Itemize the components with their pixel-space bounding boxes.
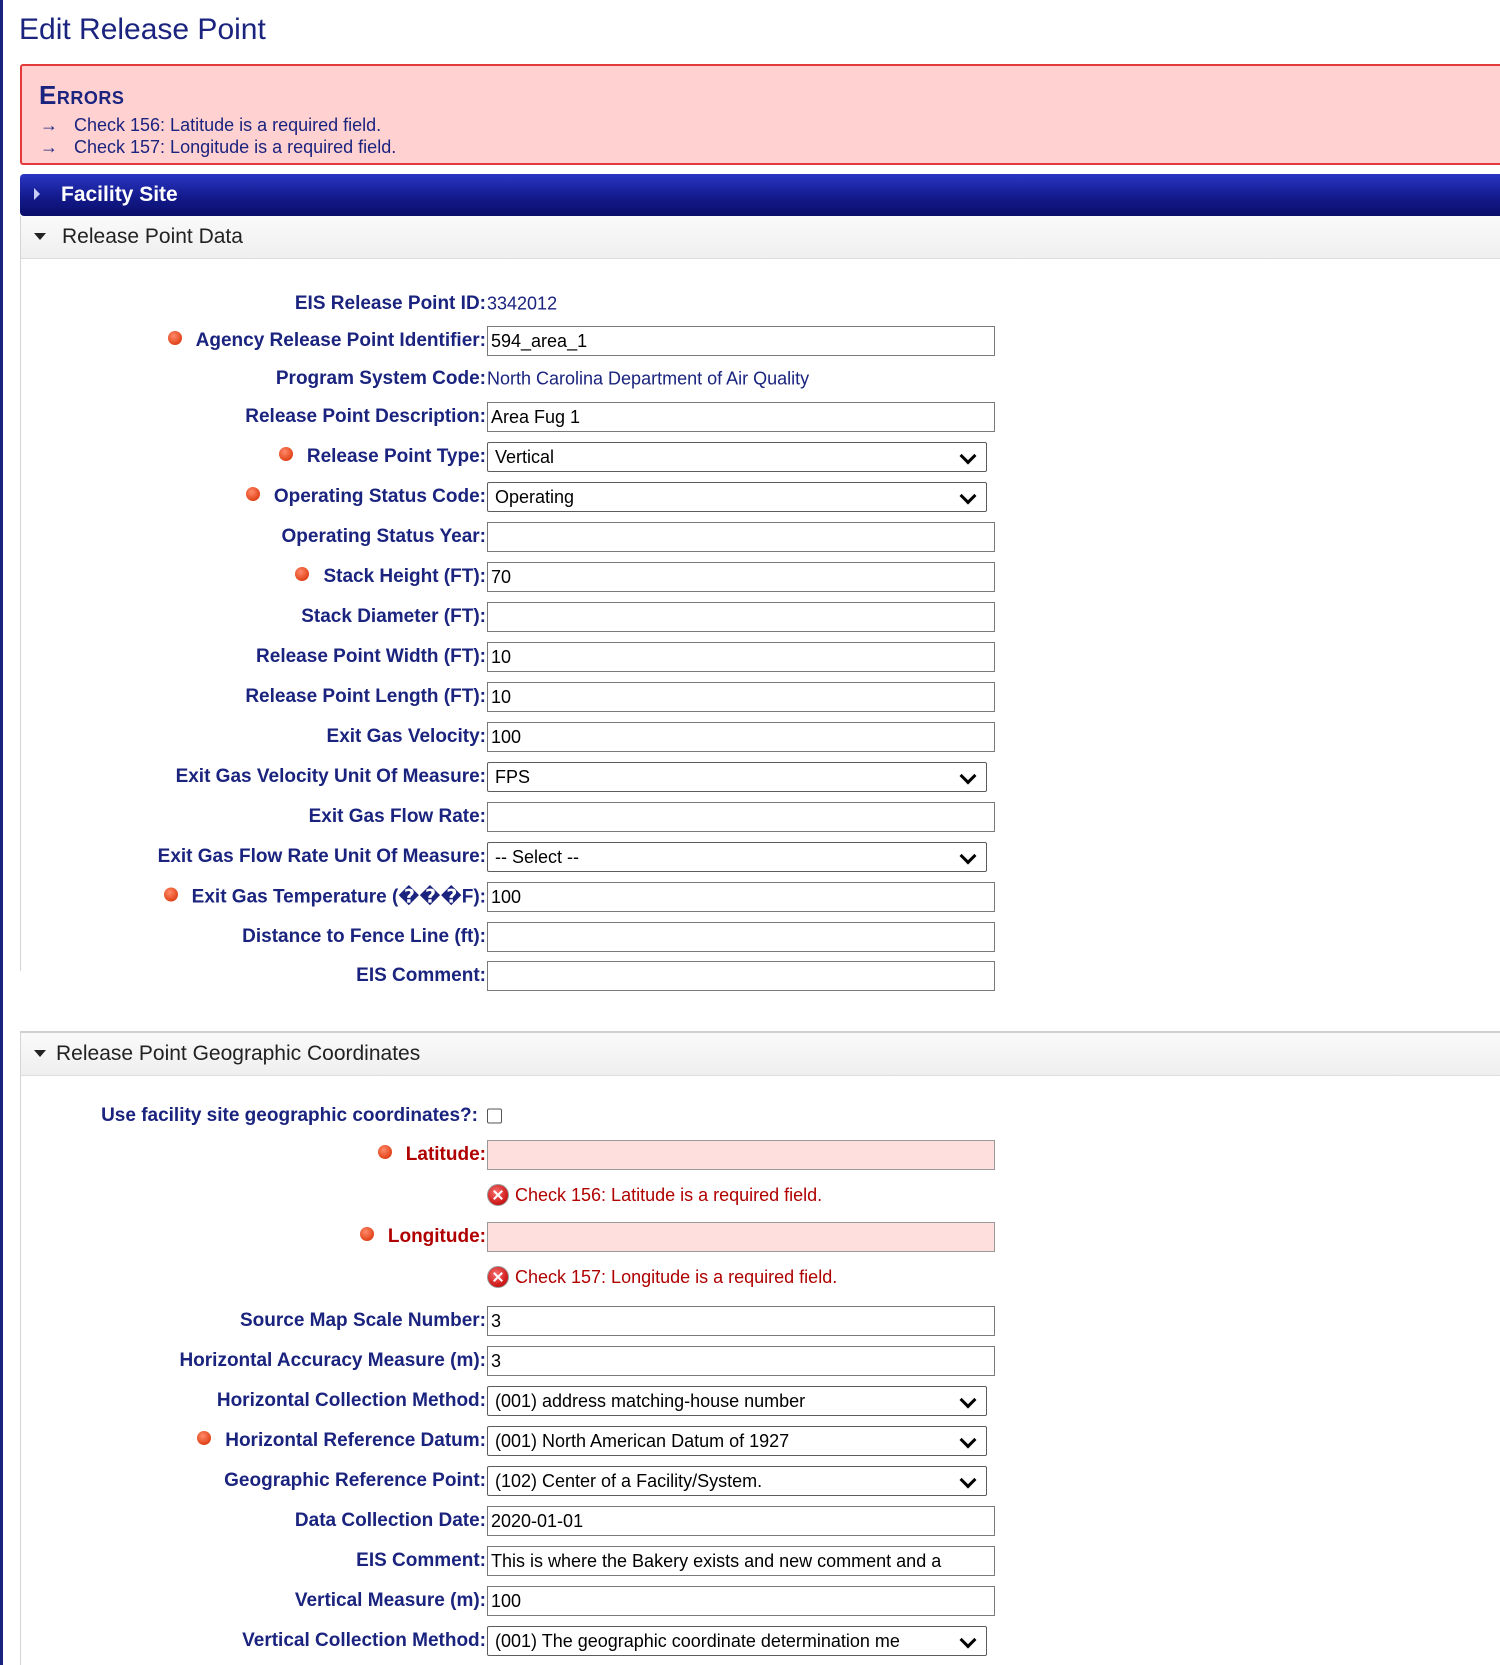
required-icon <box>164 888 178 902</box>
row-horizontal-collection-method: Horizontal Collection Method: (001) address matching-house number <box>21 1386 1500 1416</box>
chevron-down-icon <box>960 768 977 785</box>
release-point-width-input[interactable]: 10 <box>487 642 995 672</box>
required-icon <box>378 1145 392 1159</box>
use-facility-coords-checkbox[interactable] <box>487 1109 502 1124</box>
horizontal-accuracy-measure-input[interactable]: 3 <box>487 1346 995 1376</box>
exit-gas-velocity-input[interactable]: 100 <box>487 722 995 752</box>
required-icon <box>168 331 182 345</box>
required-icon <box>197 1431 211 1445</box>
row-geo-eis-comment: EIS Comment: This is where the Bakery exists and new comment and a <box>21 1546 1500 1576</box>
errors-box <box>20 64 1500 165</box>
vertical-collection-method-select[interactable]: (001) The geographic coordinate determination me <box>487 1626 987 1656</box>
chevron-down-icon <box>960 848 977 865</box>
exit-gas-flow-rate-uom-select[interactable]: -- Select -- <box>487 842 987 872</box>
errors-list <box>40 114 396 158</box>
row-use-facility-coords: Use facility site geographic coordinates?: <box>21 1101 1500 1131</box>
geo-coordinates-panel <box>20 1033 1500 1665</box>
exit-gas-temperature-input[interactable]: 100 <box>487 882 995 912</box>
row-release-point-description: Release Point Description: Area Fug 1 <box>21 402 1500 432</box>
geo-coordinates-header[interactable]: Release Point Geographic Coordinates <box>21 1033 1500 1076</box>
vertical-measure-input[interactable]: 100 <box>487 1586 995 1616</box>
required-icon <box>360 1227 374 1241</box>
release-point-type-select[interactable]: Vertical <box>487 442 987 472</box>
row-stack-height: Stack Height (FT): 70 <box>21 562 1500 592</box>
operating-status-year-input[interactable] <box>487 522 995 552</box>
row-horizontal-accuracy-measure: Horizontal Accuracy Measure (m): 3 <box>21 1346 1500 1376</box>
row-vertical-measure: Vertical Measure (m): 100 <box>21 1586 1500 1616</box>
row-longitude-error: Check 157: Longitude is a required field. <box>21 1262 1500 1292</box>
exit-gas-flow-rate-input[interactable] <box>487 802 995 832</box>
horizontal-reference-datum-select[interactable]: (001) North American Datum of 1927 <box>487 1426 987 1456</box>
distance-to-fence-line-input[interactable] <box>487 922 995 952</box>
release-point-data-panel <box>20 216 1500 986</box>
release-point-length-input[interactable]: 10 <box>487 682 995 712</box>
required-icon <box>246 487 260 501</box>
facility-site-accordion[interactable] <box>20 174 1500 216</box>
row-longitude: Longitude: <box>21 1222 1500 1252</box>
release-point-description-input[interactable]: Area Fug 1 <box>487 402 995 432</box>
chevron-right-icon <box>34 188 40 200</box>
row-latitude-error: Check 156: Latitude is a required field. <box>21 1180 1500 1210</box>
required-icon <box>295 567 309 581</box>
row-horizontal-reference-datum: Horizontal Reference Datum: (001) North American Datum of 1927 <box>21 1426 1500 1456</box>
horizontal-collection-method-select[interactable]: (001) address matching-house number <box>487 1386 987 1416</box>
row-operating-status-code: Operating Status Code: Operating <box>21 482 1500 512</box>
chevron-down-icon <box>960 448 977 465</box>
arrow-right-icon: → <box>40 137 58 157</box>
latitude-input[interactable] <box>487 1140 995 1170</box>
row-agency-release-point-identifier: Agency Release Point Identifier: 594_area_1 <box>21 326 1500 356</box>
longitude-input[interactable] <box>487 1222 995 1252</box>
chevron-down-icon <box>34 233 46 240</box>
row-data-collection-date: Data Collection Date: 2020-01-01 <box>21 1506 1500 1536</box>
program-system-code-value: North Carolina Department of Air Quality <box>487 368 810 389</box>
chevron-down-icon <box>960 1392 977 1409</box>
chevron-down-icon <box>960 1632 977 1649</box>
required-icon <box>279 447 293 461</box>
exit-gas-velocity-uom-select[interactable]: FPS <box>487 762 987 792</box>
row-eis-release-point-id: EIS Release Point ID: 3342012 <box>294 293 558 314</box>
row-exit-gas-flow-rate-uom: Exit Gas Flow Rate Unit Of Measure: -- Select -- <box>21 842 1500 872</box>
row-release-point-width: Release Point Width (FT): 10 <box>21 642 1500 672</box>
error-icon <box>487 1266 509 1288</box>
chevron-down-icon <box>960 1432 977 1449</box>
facility-site-label: Facility Site <box>61 183 178 206</box>
error-icon <box>487 1184 509 1206</box>
stack-diameter-input[interactable] <box>487 602 995 632</box>
row-geographic-reference-point: Geographic Reference Point: (102) Center of a Facility/System. <box>21 1466 1500 1496</box>
eis-release-point-id-value: 3342012 <box>487 293 558 314</box>
geographic-reference-point-select[interactable]: (102) Center of a Facility/System. <box>487 1466 987 1496</box>
row-release-point-type: Release Point Type: Vertical <box>21 442 1500 472</box>
row-latitude: Latitude: <box>21 1140 1500 1170</box>
row-exit-gas-temperature: Exit Gas Temperature (���F): 100 <box>21 882 1500 912</box>
row-distance-to-fence-line: Distance to Fence Line (ft): <box>21 922 1500 952</box>
error-item: → Check 157: Longitude is a required field. <box>40 137 397 157</box>
data-collection-date-input[interactable]: 2020-01-01 <box>487 1506 995 1536</box>
row-stack-diameter: Stack Diameter (FT): <box>21 602 1500 632</box>
row-exit-gas-velocity: Exit Gas Velocity: 100 <box>21 722 1500 752</box>
left-border <box>0 0 3 1665</box>
source-map-scale-number-input[interactable]: 3 <box>487 1306 995 1336</box>
row-exit-gas-velocity-uom: Exit Gas Velocity Unit Of Measure: FPS <box>21 762 1500 792</box>
chevron-down-icon <box>960 488 977 505</box>
row-exit-gas-flow-rate: Exit Gas Flow Rate: <box>21 802 1500 832</box>
arrow-right-icon: → <box>40 115 58 135</box>
row-program-system-code: Program System Code: North Carolina Department of Air Quality <box>275 368 810 389</box>
row-operating-status-year: Operating Status Year: <box>21 522 1500 552</box>
error-item: → Check 156: Latitude is a required field. <box>40 115 382 135</box>
row-source-map-scale-number: Source Map Scale Number: 3 <box>21 1306 1500 1336</box>
row-release-point-length: Release Point Length (FT): 10 <box>21 682 1500 712</box>
row-vertical-collection-method: Vertical Collection Method: (001) The geographic coordinate determination me <box>21 1626 1500 1656</box>
agency-release-point-identifier-input[interactable]: 594_area_1 <box>487 326 995 356</box>
stack-height-input[interactable]: 70 <box>487 562 995 592</box>
eis-comment-input[interactable] <box>487 961 995 991</box>
errors-title: Errors <box>39 80 125 110</box>
geo-eis-comment-input[interactable]: This is where the Bakery exists and new comment and a <box>487 1546 995 1576</box>
operating-status-code-select[interactable]: Operating <box>487 482 987 512</box>
chevron-down-icon <box>960 1472 977 1489</box>
release-point-data-header[interactable]: Release Point Data <box>21 216 1500 259</box>
page-title: Edit Release Point <box>19 13 266 46</box>
row-eis-comment: EIS Comment: <box>21 961 1500 991</box>
chevron-down-icon <box>34 1050 46 1057</box>
